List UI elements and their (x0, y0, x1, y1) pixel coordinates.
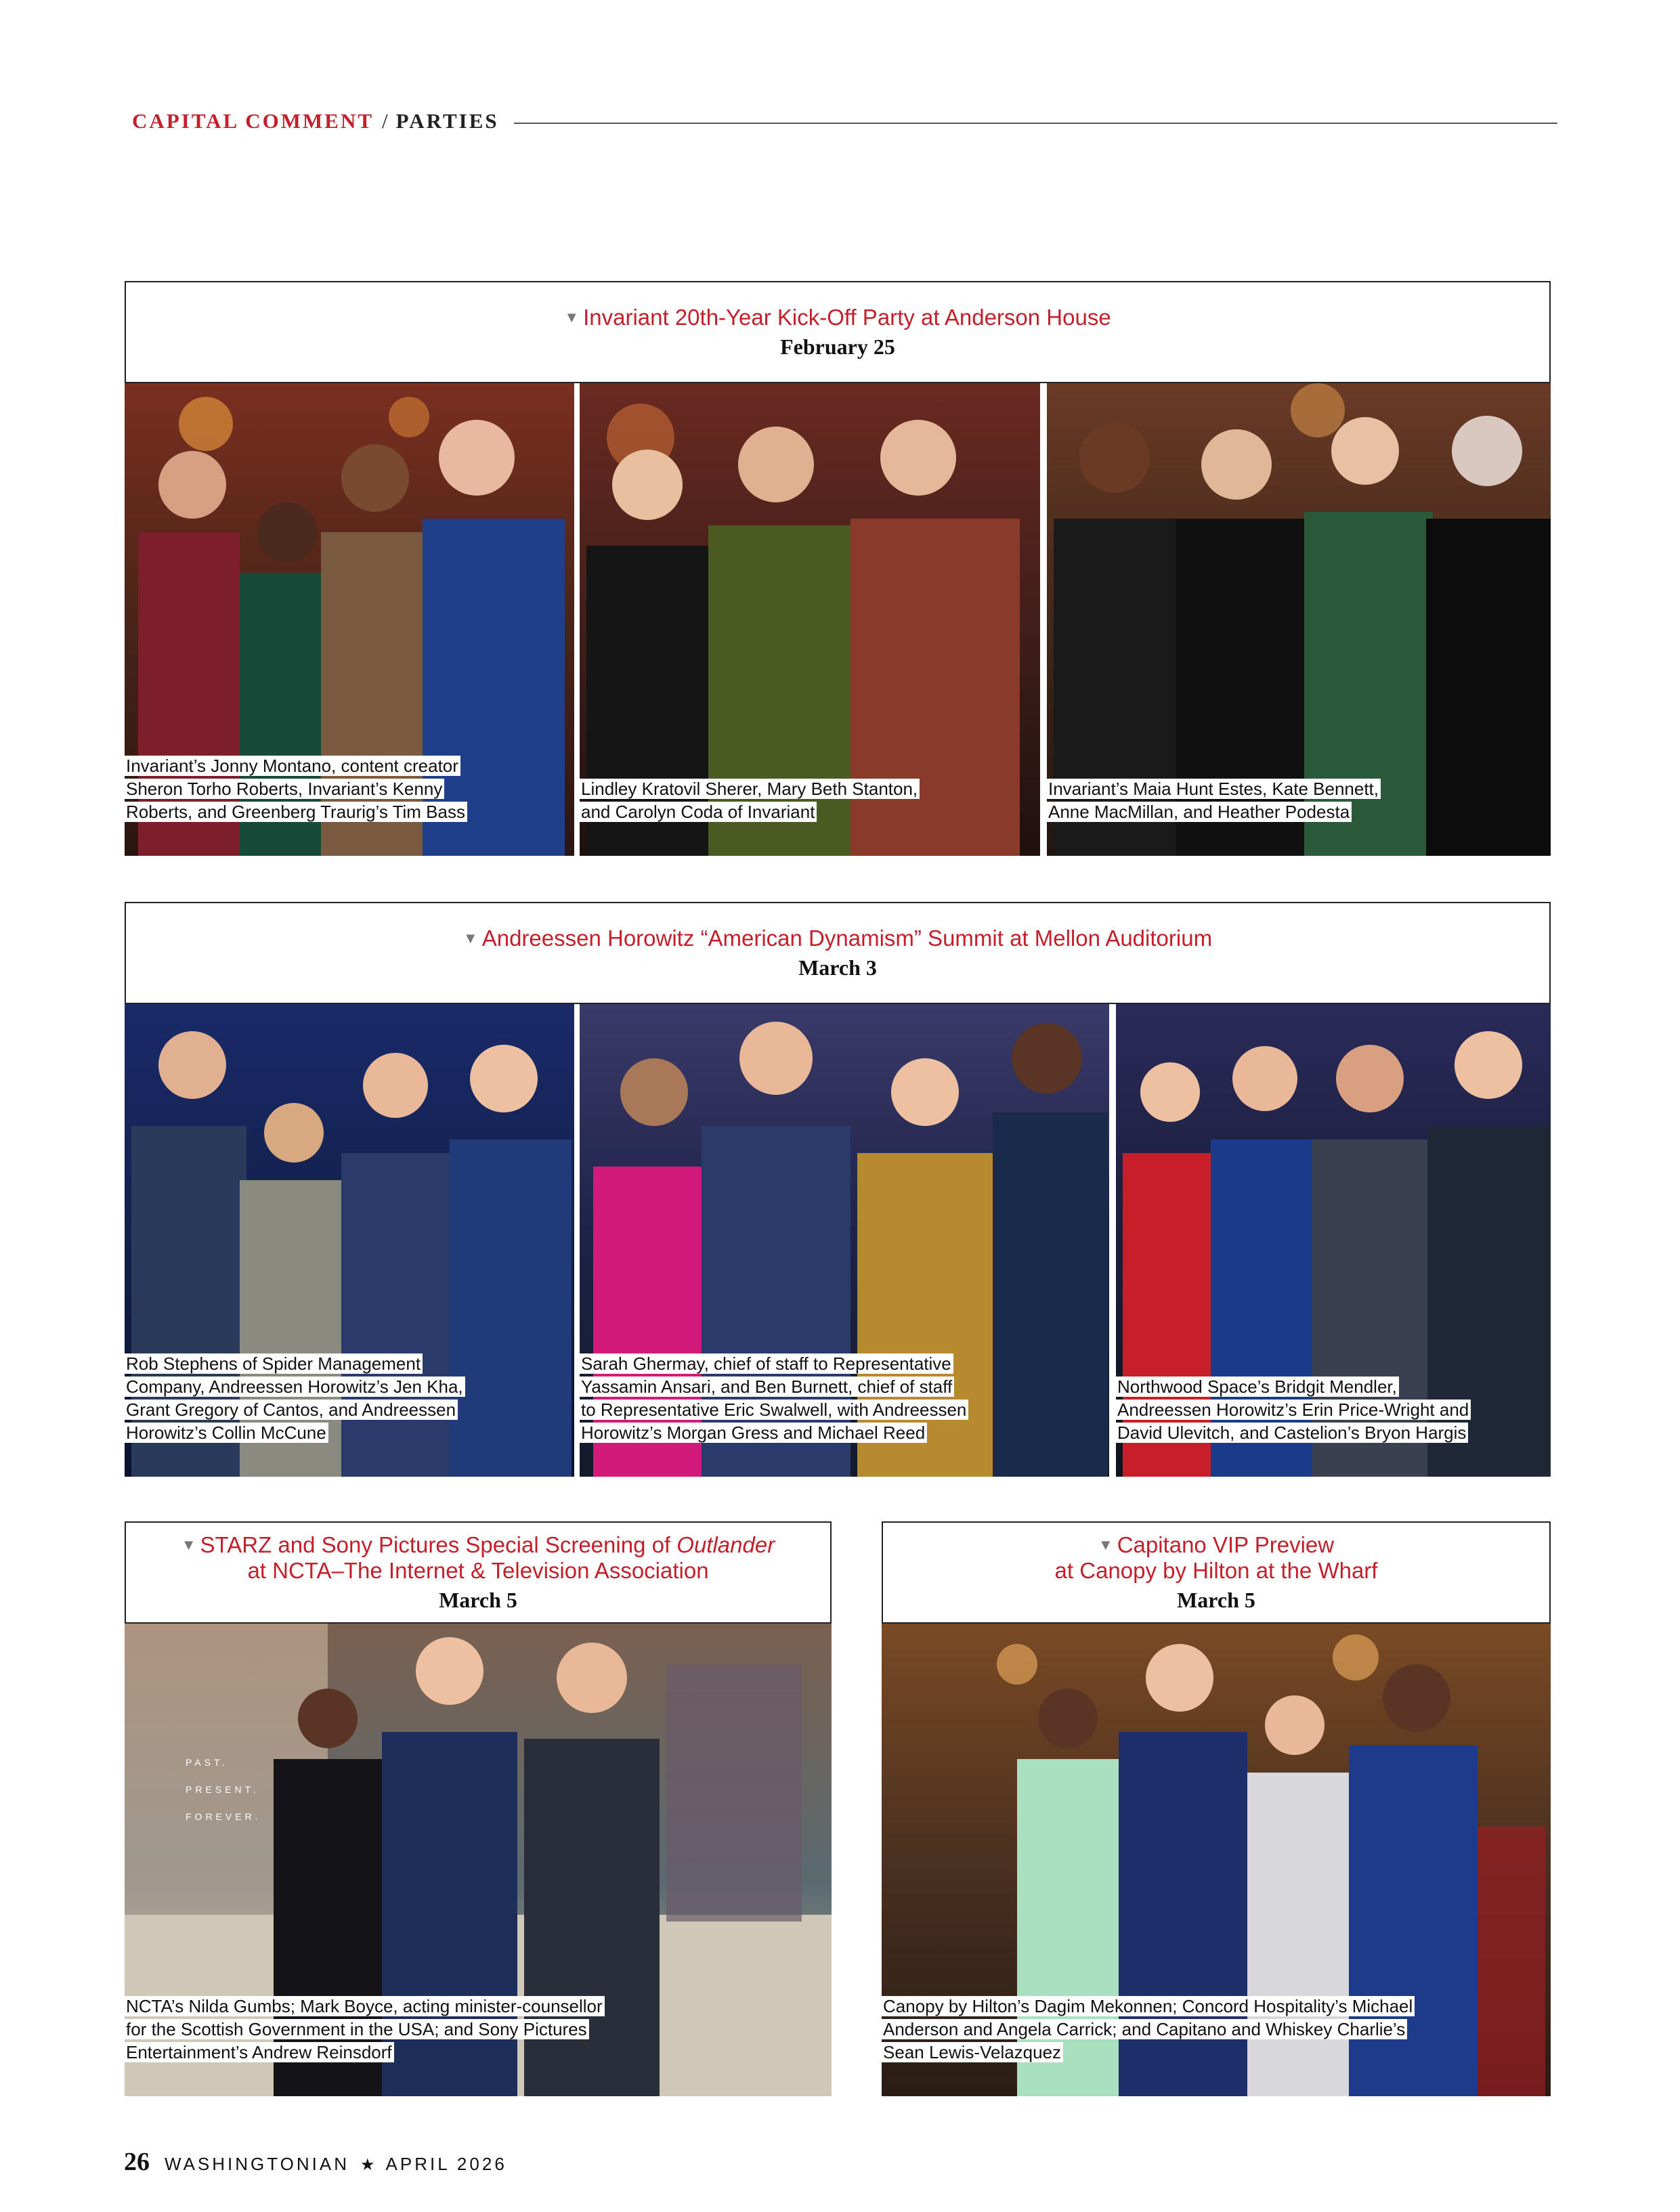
event-photo (580, 383, 1040, 856)
triangle-icon: ▼ (181, 1536, 196, 1553)
event-date: February 25 (780, 334, 895, 359)
event-title-italic: Outlander (676, 1532, 775, 1557)
issue-date: APRIL 2026 (385, 2154, 507, 2174)
photo-caption: Sarah Ghermay, chief of staff to Representative Yassamin Ansari, and Ben Burnett, chief of staff to Representative Eric Swalwell, with Andreessen Horowitz’s Morgan Gress and Michael Reed (580, 1352, 968, 1444)
poster-text: FOREVER. (186, 1811, 261, 1822)
event-title-line1: STARZ and Sony Pictures Special Screening of (200, 1532, 677, 1557)
photo-caption: Lindley Kratovil Sherer, Mary Beth Stanton, and Carolyn Coda of Invariant (580, 777, 920, 823)
subsection-label: PARTIES (395, 109, 499, 133)
event-date: March 3 (798, 955, 877, 980)
event-title-box (882, 1521, 1551, 1624)
photo-caption: Invariant’s Maia Hunt Estes, Kate Bennett, Anne MacMillan, and Heather Podesta (1047, 777, 1381, 823)
event-title-line1: Capitano VIP Preview (1117, 1532, 1335, 1557)
triangle-icon: ▼ (462, 930, 478, 947)
photo-caption: NCTA’s Nilda Gumbs; Mark Boyce, acting minister-counsellor for the Scottish Government in the USA; and Sony Pictures Entertainment’s Andrew Reinsdorf (125, 1995, 605, 2064)
photo-caption: Invariant’s Jonny Montano, content creator Sheron Torho Roberts, Invariant’s Kenny Roberts, and Greenberg Traurig’s Tim Bass (125, 754, 467, 823)
event-title: Invariant 20th-Year Kick-Off Party at Anderson House (583, 305, 1111, 330)
event-title-box (125, 281, 1551, 383)
triangle-icon: ▼ (1098, 1536, 1113, 1553)
event-photo (125, 1004, 574, 1477)
photo-caption: Rob Stephens of Spider Management Company, Andreessen Horowitz’s Jen Kha, Grant Gregory of Cantos, and Andreessen Horowitz’s Collin McCune (125, 1352, 465, 1444)
page-footer (124, 2147, 507, 2177)
event-title-box (125, 902, 1551, 1004)
section-separator: / (382, 109, 388, 133)
event-date: March 5 (439, 1588, 517, 1612)
event-title: Andreessen Horowitz “American Dynamism” Summit at Mellon Auditorium (481, 926, 1213, 951)
photo-caption: Canopy by Hilton’s Dagim Mekonnen; Concord Hospitality’s Michael Anderson and Angela Carrick; and Capitano and Whiskey Charlie’s Sean Lewis-Velazquez (882, 1995, 1415, 2064)
event-title-line2: at Canopy by Hilton at the Wharf (1054, 1558, 1378, 1583)
event-photo (125, 383, 574, 856)
event-date: March 5 (1177, 1588, 1255, 1612)
photo-caption: Northwood Space’s Bridgit Mendler, Andreessen Horowitz’s Erin Price-Wright and David Ulevitch, and Castelion’s Bryon Hargis (1116, 1375, 1471, 1444)
page-number: 26 (124, 2148, 150, 2176)
event-photo (1116, 1004, 1551, 1477)
header-rule (514, 123, 1557, 124)
poster-text: PAST. (186, 1757, 228, 1768)
section-label: CAPITAL COMMENT (132, 109, 374, 133)
star-icon: ★ (360, 2156, 375, 2174)
page-header (132, 104, 1557, 138)
poster-text: PRESENT. (186, 1784, 259, 1795)
magazine-name: WASHINGTONIAN (165, 2154, 350, 2174)
event-photo (580, 1004, 1109, 1477)
event-photo (1047, 383, 1551, 856)
event-title-box (125, 1521, 832, 1624)
event-photo (125, 1624, 832, 2096)
event-photo (882, 1624, 1551, 2096)
triangle-icon: ▼ (564, 309, 580, 326)
event-title-line2: at NCTA–The Internet & Television Association (247, 1558, 709, 1583)
